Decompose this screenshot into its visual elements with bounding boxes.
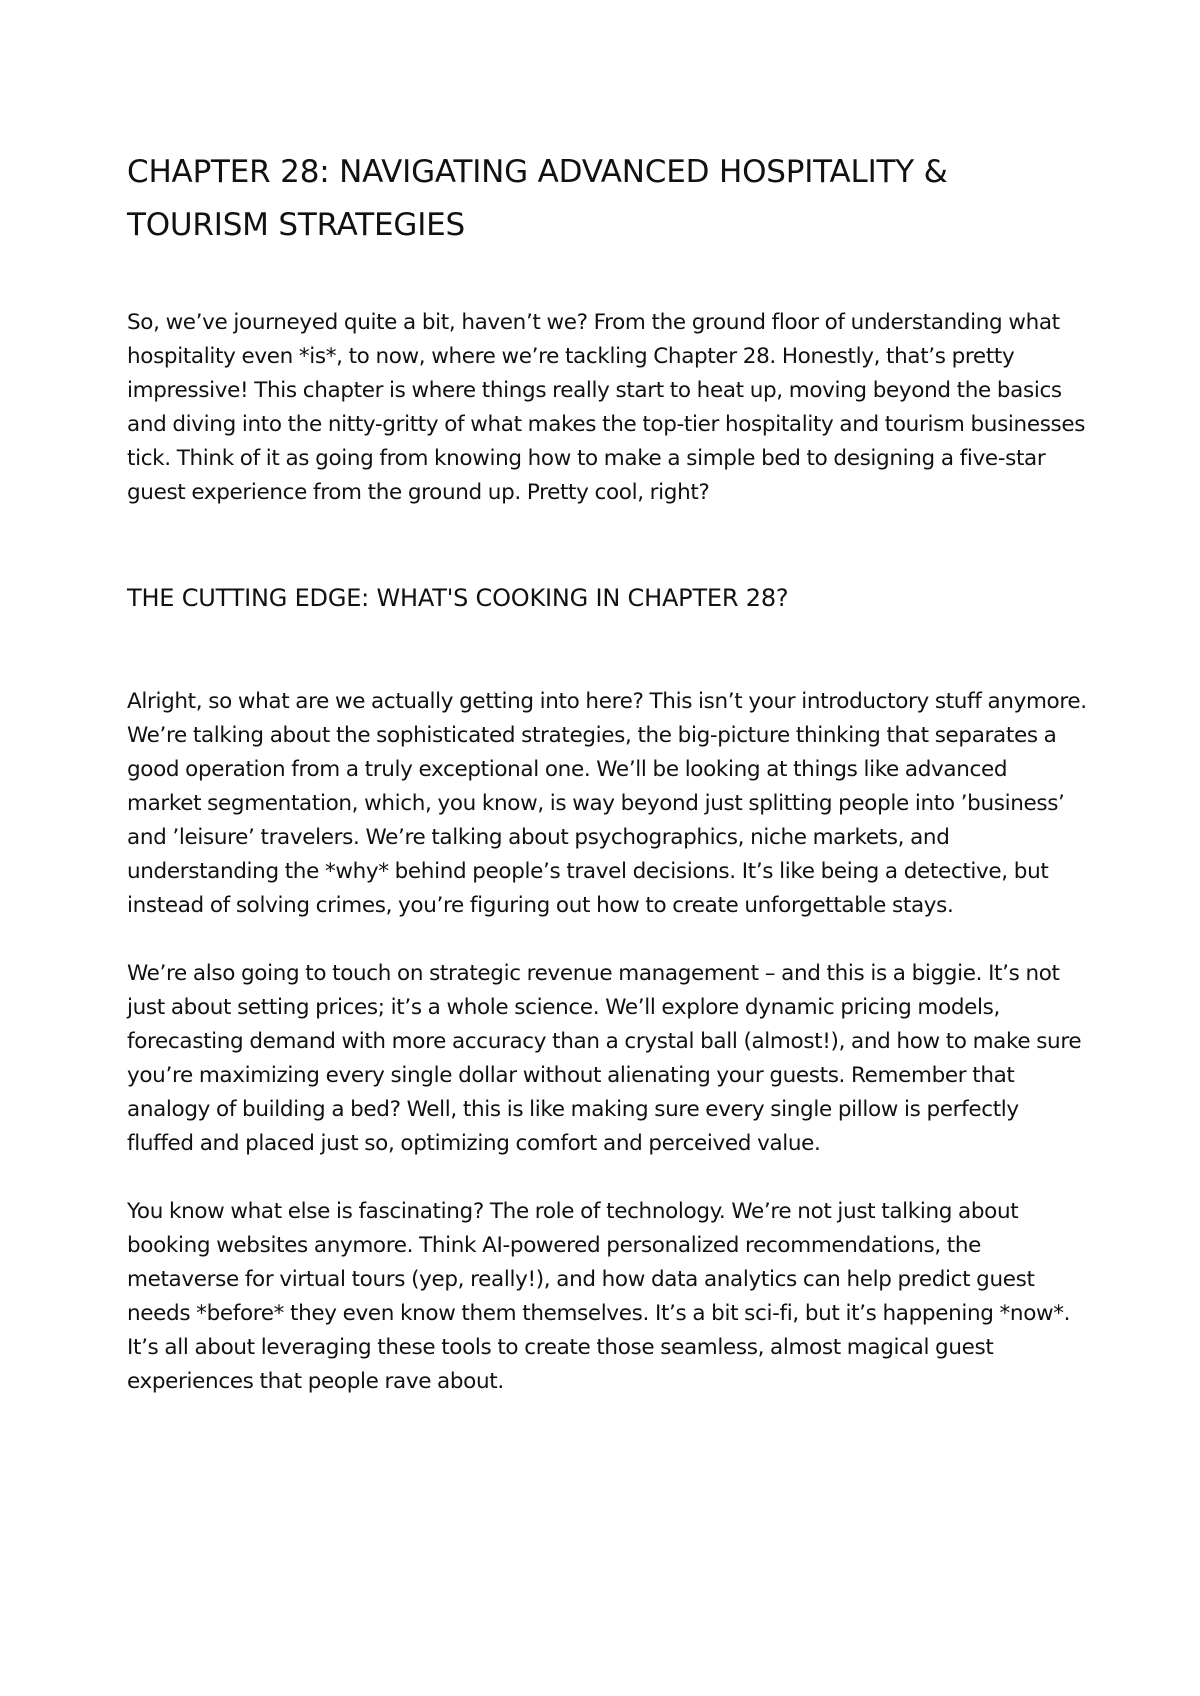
chapter-title: CHAPTER 28: NAVIGATING ADVANCED HOSPITALITY & TOURISM STRATEGIES	[127, 154, 948, 243]
section-paragraph: Alright, so what are we actually getting into here? This isn’t your introductory stuff anymore. We’re talking about the sophisticated strategies, the big-picture thinking that separates a good operation from a truly exceptional one. We’ll be looking at things like advanced market segmentation, which, you know, is way beyond just splitting people into ’business’ and ’leisure’ travelers. We’re talking about psychographics, niche markets, and understanding the *why* behind people’s travel decisions. It’s like being a detective, but instead of solving crimes, you’re figuring out how to create unforgettable stays.	[127, 689, 1087, 918]
section-paragraph: You know what else is fascinating? The role of technology. We’re not just talking about booking websites anymore. Think AI-powered personalized recommendations, the metaverse for virtual tours (yep, really!), and how data analytics can help predict guest needs *before* they even know them themselves. It’s a bit sci-fi, but it’s happening *now*. It’s all about leveraging these tools to create those seamless, almost magical guest experiences that people rave about.	[127, 1199, 1071, 1394]
intro-paragraph: So, we’ve journeyed quite a bit, haven’t we? From the ground floor of understanding what hospitality even *is*, to now, where we’re tackling Chapter 28. Honestly, that’s pretty impressive! This chapter is where things really start to heat up, moving beyond the basics and diving into the nitty-gritty of what makes the top-tier hospitality and tourism businesses tick. Think of it as going from knowing how to make a simple bed to designing a five-star guest experience from the ground up. Pretty cool, right?	[127, 310, 1086, 505]
section-heading: THE CUTTING EDGE: WHAT'S COOKING IN CHAPTER 28?	[127, 584, 789, 612]
section-paragraph: We’re also going to touch on strategic revenue management – and this is a biggie. It’s not just about setting prices; it’s a whole science. We’ll explore dynamic pricing models, forecasting demand with more accuracy than a crystal ball (almost!), and how to make sure you’re maximizing every single dollar without alienating your guests. Remember that analogy of building a bed? Well, this is like making sure every single pillow is perfectly fluffed and placed just so, optimizing comfort and perceived value.	[127, 961, 1082, 1156]
page-content	[127, 146, 1087, 1399]
